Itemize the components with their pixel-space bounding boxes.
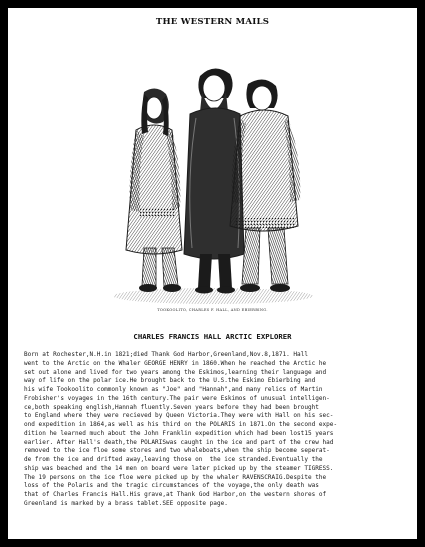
page-header: THE WESTERN MAILS [155,17,270,27]
article-line: de from the ice and drifted away,leaving those on the ice stranded.Eventually the [24,456,323,463]
article-line: way of life on the polar ice.He brought back to the U.S.the Eskimo Ebierbing and [24,377,316,385]
article-line: Greenland is marked by a brass tablet.SEE opposite page. [24,499,228,507]
article-line: Born at Rochester,N.H.in 1821;died Thank God Harbor,Greenland,Nov.8,1871. Hall [24,351,308,358]
article-line: loss of the Polaris and the tragic circumstances of the voyage,the only death was [24,482,319,490]
figure-ebierbing [230,79,300,292]
article-line: earlier. After Hall's death,the POLARISwas caught in the ice and part of the crew had [24,438,334,446]
engraving-illustration [100,58,326,306]
illustration-caption: TOOKOOLITO, CHARLES F. HALL, AND EBIERBING. [157,308,268,312]
article-line: that of Charles Francis Hall.His grave,at Thank God Harbor,on the western shores of [24,491,327,498]
article-line: his wife Tookoolito commonly known as "Joe" and "Hannah",and many relics of Martin [24,386,323,393]
article-line: ship was beached and the 14 men on board were later picked up by the steamer TIGRESS. [24,464,334,472]
figure-tookoolito [126,88,182,292]
article-line: dition he learned much about the John Franklin expedition which had been lost15 years [24,429,334,437]
article-line: ond expedition in 1864,as well as his third on the POLARIS in 1871.On the second expe- [24,421,338,428]
article-line: removed to the ice floe some stores and two whaleboats,when the ship become seperat- [24,447,330,455]
article-line: ce,both speaking english,Hannah fluently.Seven years before they had been brought [24,403,319,411]
article-body [24,351,404,509]
article-line: The 19 persons on the ice floe were picked up by the whaler RAVENSCRAIG.Despite the [24,473,327,481]
album-page [8,8,417,539]
article-line: set out alone and lived for two years among the Eskimos,learning their language and [24,368,327,376]
article-title: CHARLES FRANCIS HALL ARCTIC EXPLORER [133,332,292,341]
article-line: to England where they were recieved by Queen Victoria.They were with Hall on his sec- [24,412,334,420]
article-line: Frobisher's voyages in the 16th century.The pair were Eskimos of unusual intelligen- [24,394,330,402]
article-line: went to the Arctic on the Whaler GEORGE HENRY in 1860.When he reached the Arctic he [24,359,327,367]
